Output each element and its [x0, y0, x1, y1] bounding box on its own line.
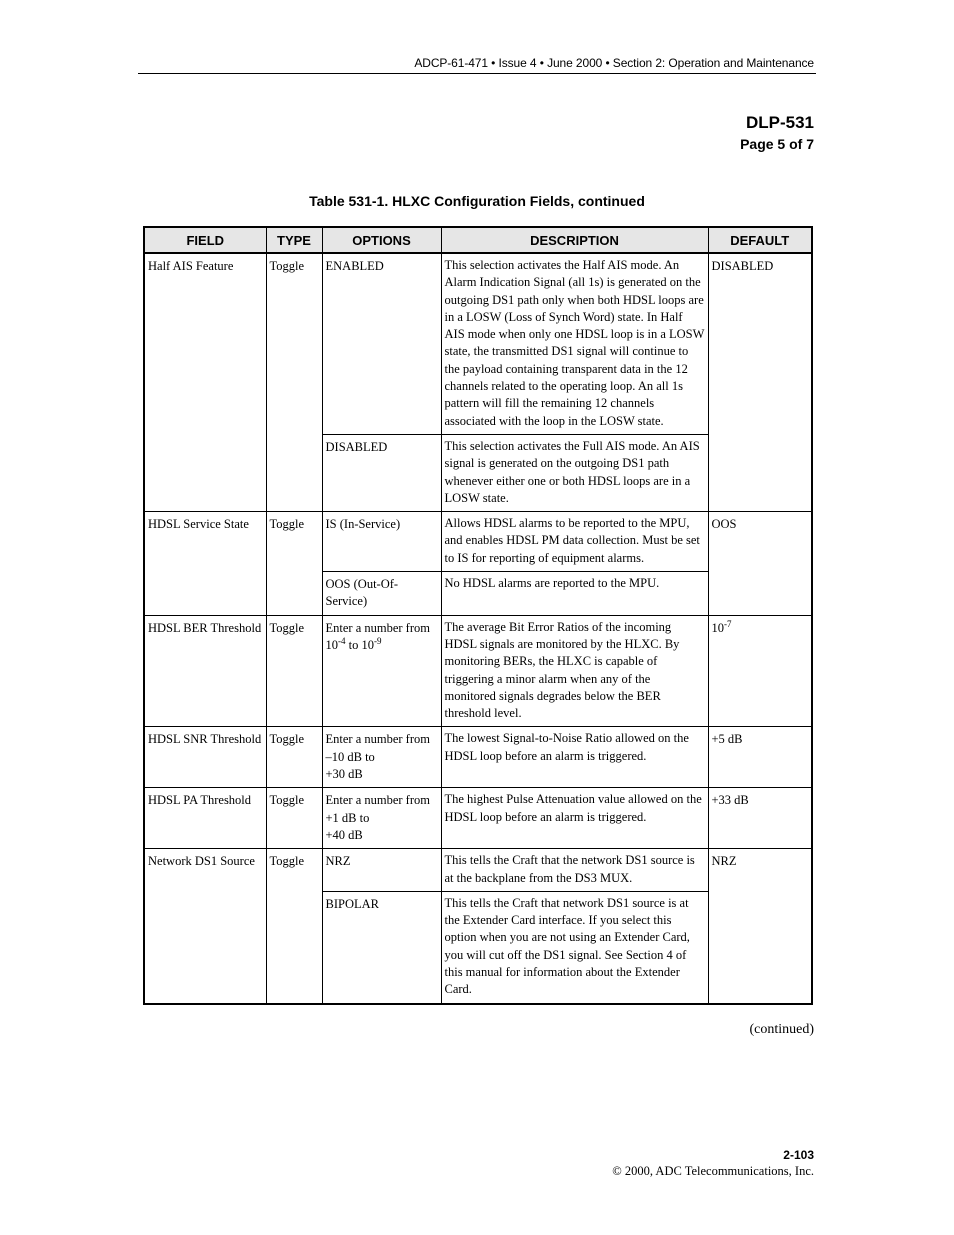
option-line: +30 dB [325, 767, 363, 782]
option-line: +40 dB [325, 827, 363, 842]
table-row [144, 615, 812, 727]
type-cell: Toggle [266, 512, 322, 615]
description-cell: This tells the Craft that the network DS1 source is at the backplane from the DS3 MUX. [441, 849, 708, 892]
column-header-options: OPTIONS [322, 227, 441, 253]
option-prefix: Enter a number from [325, 620, 430, 635]
option-cell [322, 788, 441, 849]
table-row [144, 727, 812, 788]
field-cell: Network DS1 Source [144, 849, 266, 1004]
option-base-1: 10 [325, 637, 338, 652]
dlp-number: DLP-531 [745, 113, 814, 132]
default-cell: +33 dB [708, 788, 812, 849]
page-of-label: Page 5 of 7 [740, 136, 814, 152]
type-cell: Toggle [266, 253, 322, 512]
field-cell: HDSL SNR Threshold [144, 727, 266, 788]
description-cell: Allows HDSL alarms to be reported to the MPU, and enables HDSL PM data collection. Must be set to IS for reporting of equipment alarms. [441, 512, 708, 572]
table-row [144, 253, 812, 434]
page-number: 2-103 [783, 1148, 814, 1162]
option-range-word: to [348, 637, 359, 652]
option-base-2: 10 [361, 637, 374, 652]
default-exponent: -7 [724, 618, 732, 629]
field-cell: HDSL Service State [144, 512, 266, 615]
column-header-type: TYPE [266, 227, 322, 253]
option-line: +1 dB to [325, 810, 370, 825]
header-rule [138, 73, 816, 74]
option-cell [322, 727, 441, 788]
description-cell: No HDSL alarms are reported to the MPU. [441, 572, 708, 616]
column-header-description: DESCRIPTION [441, 227, 708, 253]
field-cell: Half AIS Feature [144, 253, 266, 512]
default-base: 10 [711, 620, 724, 635]
option-exponent-2: -9 [373, 635, 382, 646]
option-exponent-1: -4 [338, 635, 346, 646]
type-cell: Toggle [266, 727, 322, 788]
type-cell: Toggle [266, 615, 322, 727]
default-cell: +5 dB [708, 727, 812, 788]
option-cell: DISABLED [322, 434, 441, 511]
field-cell: HDSL BER Threshold [144, 615, 266, 727]
description-cell: This tells the Craft that network DS1 source is at the Extender Card interface. If you select this option when you are not using an Extender Card, you will cut off the DS1 signal. See Section 4 of this manual for information about the Extender Card. [441, 891, 708, 1003]
table-row [144, 512, 812, 572]
option-cell [322, 615, 441, 727]
option-cell: ENABLED [322, 253, 441, 434]
config-table [143, 226, 813, 1005]
description-cell: This selection activates the Half AIS mode. An Alarm Indication Signal (all 1s) is generated on the outgoing DS1 path only when both HDSL loops are in a LOSW (Loss of Synch Word) state. In Half AIS mode when only one HDSL loop is in a LOSW state, the transmitted DS1 signal will continue to the payload containing transparent data in the 12 channels related to the operating loop. An all 1s pattern will fill the remaining 12 channels associated with the loop in the LOSW state. [441, 253, 708, 434]
description-cell: The average Bit Error Ratios of the incoming HDSL signals are monitored by the HLXC. By monitoring BERs, the HLXC is capable of triggering a minor alarm when any of the monitored signals degrades below the BER threshold level. [441, 615, 708, 727]
table-row [144, 849, 812, 892]
column-header-field: FIELD [144, 227, 266, 253]
copyright-notice: © 2000, ADC Telecommunications, Inc. [612, 1164, 814, 1178]
table-row [144, 788, 812, 849]
description-cell: The lowest Signal-to-Noise Ratio allowed on the HDSL loop before an alarm is triggered. [441, 727, 708, 788]
default-cell [708, 615, 812, 727]
option-cell: IS (In-Service) [322, 512, 441, 572]
table-header-row [144, 227, 812, 253]
option-line: –10 dB to [325, 749, 375, 764]
type-cell: Toggle [266, 849, 322, 1004]
running-header: ADCP-61-471 • Issue 4 • June 2000 • Section 2: Operation and Maintenance [414, 56, 814, 70]
option-cell: NRZ [322, 849, 441, 892]
table-caption: Table 531-1. HLXC Configuration Fields, continued [309, 193, 645, 209]
option-cell: BIPOLAR [322, 891, 441, 1003]
option-line: Enter a number from [325, 732, 430, 747]
default-cell: DISABLED [708, 253, 812, 512]
field-cell: HDSL PA Threshold [144, 788, 266, 849]
continued-label: (continued) [749, 1022, 814, 1037]
description-cell: This selection activates the Full AIS mode. An AIS signal is generated on the outgoing DS1 path whenever either one or both HDSL loops are in a LOSW state. [441, 434, 708, 511]
option-line: Enter a number from [325, 793, 430, 808]
type-cell: Toggle [266, 788, 322, 849]
column-header-default: DEFAULT [708, 227, 812, 253]
option-cell: OOS (Out-Of-Service) [322, 572, 441, 616]
default-cell: NRZ [708, 849, 812, 1004]
description-cell: The highest Pulse Attenuation value allowed on the HDSL loop before an alarm is triggered. [441, 788, 708, 849]
default-cell: OOS [708, 512, 812, 615]
